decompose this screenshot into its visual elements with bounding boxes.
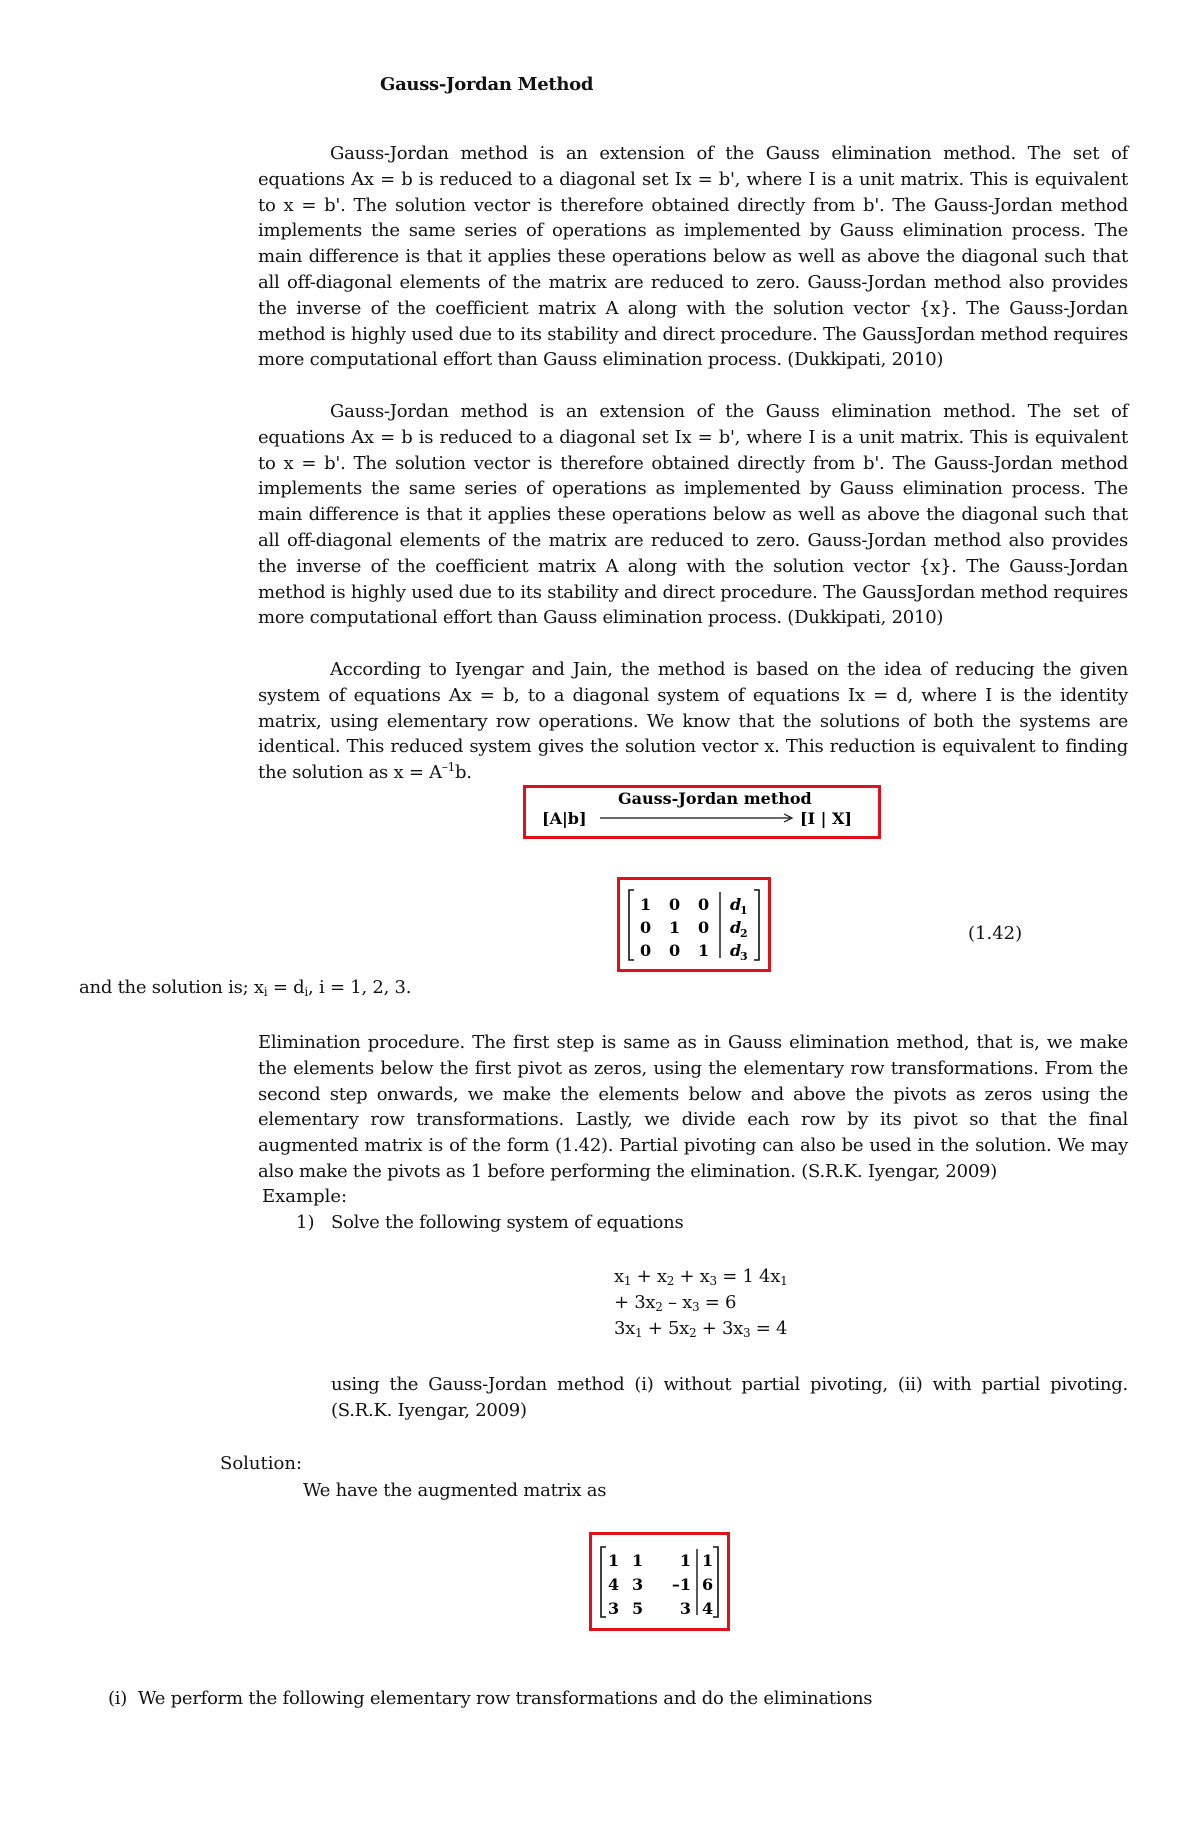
- augmented-cell: 1: [702, 1551, 714, 1570]
- paragraph-3-main: According to Iyengar and Jain, the method is based on the idea of reducing the given system of equations Ax = b, to a diagonal system of equations Ix = d, where I is the identity matrix, using elementary row operations. We know that the solutions of both the systems are identical. This reduced system gives the solution vector x. This reduction is equivalent to finding the solution as x = A: [258, 659, 1128, 784]
- eq-sub: 2: [655, 1300, 663, 1314]
- method-figure: [526, 788, 878, 836]
- augmented-cell: 6: [702, 1575, 714, 1594]
- augmented-right-bracket: [713, 1547, 718, 1617]
- paragraph-2: Gauss-Jordan method is an extension of the Gauss elimination method. The set of equations Ax = b is reduced to a diagonal set Ix = b', where I is a unit matrix. This is equivalent to x = b'. The solution vector is therefore obtained directly from b'. The Gauss-Jordan method implements the same series of operations as implemented by Gauss elimination process. The main difference is that it applies these operations below as well as above the diagonal such that all off-diagonal elements of the matrix are reduced to zero. Gauss-Jordan method also provides the inverse of the coefficient matrix A along with the solution vector {x}. The Gauss-Jordan method is highly used due to its stability and direct procedure. The GaussJordan method requires more computational effort than Gauss elimination process. (Dukkipati, 2010): [258, 401, 1128, 629]
- eq-term: – x: [662, 1292, 692, 1313]
- identity-cell: 0: [640, 918, 652, 937]
- method-left-matrix: [A|b]: [542, 809, 587, 828]
- paragraph-3-end: b.: [455, 762, 472, 784]
- augmented-cell: 3: [679, 1599, 691, 1618]
- eq-sub: 3: [709, 1274, 717, 1288]
- augmented-matrix-box: [589, 1532, 730, 1631]
- augmented-cell: –1: [671, 1575, 691, 1594]
- example-label: Example:: [262, 1186, 348, 1207]
- equation-number: (1.42): [968, 923, 1023, 944]
- eq-sub: 1: [635, 1326, 643, 1340]
- equation-line-2: [614, 1292, 736, 1313]
- identity-cell: d: [730, 918, 742, 937]
- augmented-cell: 1: [632, 1551, 644, 1570]
- augmented-intro: We have the augmented matrix as: [303, 1480, 607, 1501]
- identity-cell: d: [730, 941, 742, 960]
- identity-cell: 0: [669, 895, 681, 914]
- eq-sub: 1: [780, 1274, 788, 1288]
- identity-right-bracket: [754, 890, 759, 960]
- eq-term: + 3x: [696, 1318, 743, 1339]
- augmented-matrix: [592, 1535, 727, 1628]
- eq-sub: 2: [689, 1326, 697, 1340]
- paragraph-4: Elimination procedure. The first step is same as in Gauss elimination method, that is, we make the elements below the first pivot as zeros, using the elementary row transformations. From the second step onwards, we make the elements below and above the pivots as zeros using the elementary row transformations. Lastly, we divide each row by its pivot so that the final augmented matrix is of the form (1.42). Partial pivoting can also be used in the solution. We may also make the pivots as 1 before performing the elimination. (S.R.K. Iyengar, 2009): [258, 1032, 1128, 1182]
- eq-term: + 5x: [642, 1318, 689, 1339]
- equation-line-1: [614, 1266, 787, 1287]
- step-i-text: (i) We perform the following elementary row transformations and do the eliminations: [108, 1688, 873, 1709]
- solution-sub: i: [263, 985, 268, 999]
- identity-cell: 0: [698, 895, 710, 914]
- solution-statement: [79, 977, 411, 998]
- eq-sub: 2: [666, 1274, 675, 1288]
- augmented-cell: 1: [679, 1551, 691, 1570]
- eq-term: 3x: [614, 1318, 636, 1339]
- eq-term: = 1 4x: [716, 1266, 781, 1287]
- method-figure-box: [523, 785, 881, 839]
- paragraph-3: [258, 657, 1128, 786]
- eq-sub: 1: [623, 1274, 632, 1288]
- identity-cell: 1: [669, 918, 681, 937]
- eq-term: x: [614, 1266, 624, 1287]
- eq-term: = 6: [699, 1292, 737, 1313]
- augmented-cell: 4: [702, 1599, 714, 1618]
- paragraph-3-superscript: –1: [441, 760, 456, 775]
- example-item-number: 1): [296, 1212, 315, 1233]
- augmented-cell: 3: [632, 1575, 644, 1594]
- identity-left-bracket: [629, 890, 634, 960]
- identity-matrix-box: [617, 877, 771, 972]
- solution-mid: = d: [267, 977, 305, 998]
- identity-cell: 1: [698, 941, 710, 960]
- identity-cell: 1: [640, 895, 652, 914]
- identity-cell: 0: [698, 918, 710, 937]
- eq-sub: 3: [691, 1300, 700, 1314]
- augmented-cell: 1: [608, 1551, 620, 1570]
- augmented-left-bracket: [601, 1547, 606, 1617]
- solution-sub: i: [304, 985, 309, 999]
- augmented-cell: 3: [608, 1599, 620, 1618]
- identity-cell: d: [730, 895, 742, 914]
- identity-cell-sub: 2: [740, 927, 748, 940]
- eq-term: + 3x: [614, 1292, 656, 1313]
- identity-cell: 0: [669, 941, 681, 960]
- eq-term: + x: [674, 1266, 710, 1287]
- eq-term: = 4: [750, 1318, 788, 1339]
- example-item-text: Solve the following system of equations: [331, 1212, 684, 1233]
- augmented-cell: 5: [632, 1599, 644, 1618]
- equation-line-3: [614, 1318, 787, 1339]
- page-title: Gauss-Jordan Method: [380, 74, 594, 95]
- solution-label: Solution:: [220, 1453, 303, 1474]
- identity-cell-sub: 3: [740, 950, 748, 963]
- identity-matrix: [620, 880, 768, 969]
- identity-cell-sub: 1: [740, 904, 748, 917]
- paragraph-1: Gauss-Jordan method is an extension of the Gauss elimination method. The set of equations Ax = b is reduced to a diagonal set Ix = b', where I is a unit matrix. This is equivalent to x = b'. The solution vector is therefore obtained directly from b'. The Gauss-Jordan method implements the same series of operations as implemented by Gauss elimination process. The main difference is that it applies these operations below as well as above the diagonal such that all off-diagonal elements of the matrix are reduced to zero. Gauss-Jordan method also provides the inverse of the coefficient matrix A along with the solution vector {x}. The Gauss-Jordan method is highly used due to its stability and direct procedure. The GaussJordan method requires more computational effort than Gauss elimination process. (Dukkipati, 2010): [258, 143, 1128, 371]
- eq-sub: 3: [742, 1326, 751, 1340]
- method-text: using the Gauss-Jordan method (i) without partial pivoting, (ii) with partial pivoting. (S.R.K. Iyengar, 2009): [331, 1374, 1128, 1421]
- augmented-cell: 4: [608, 1575, 620, 1594]
- solution-suffix: , i = 1, 2, 3.: [308, 977, 412, 998]
- solution-prefix: and the solution is; x: [79, 977, 264, 998]
- method-right-matrix: [I | X]: [800, 809, 852, 828]
- method-arrow-label: Gauss-Jordan method: [618, 789, 812, 808]
- eq-term: + x: [631, 1266, 667, 1287]
- identity-cell: 0: [640, 941, 652, 960]
